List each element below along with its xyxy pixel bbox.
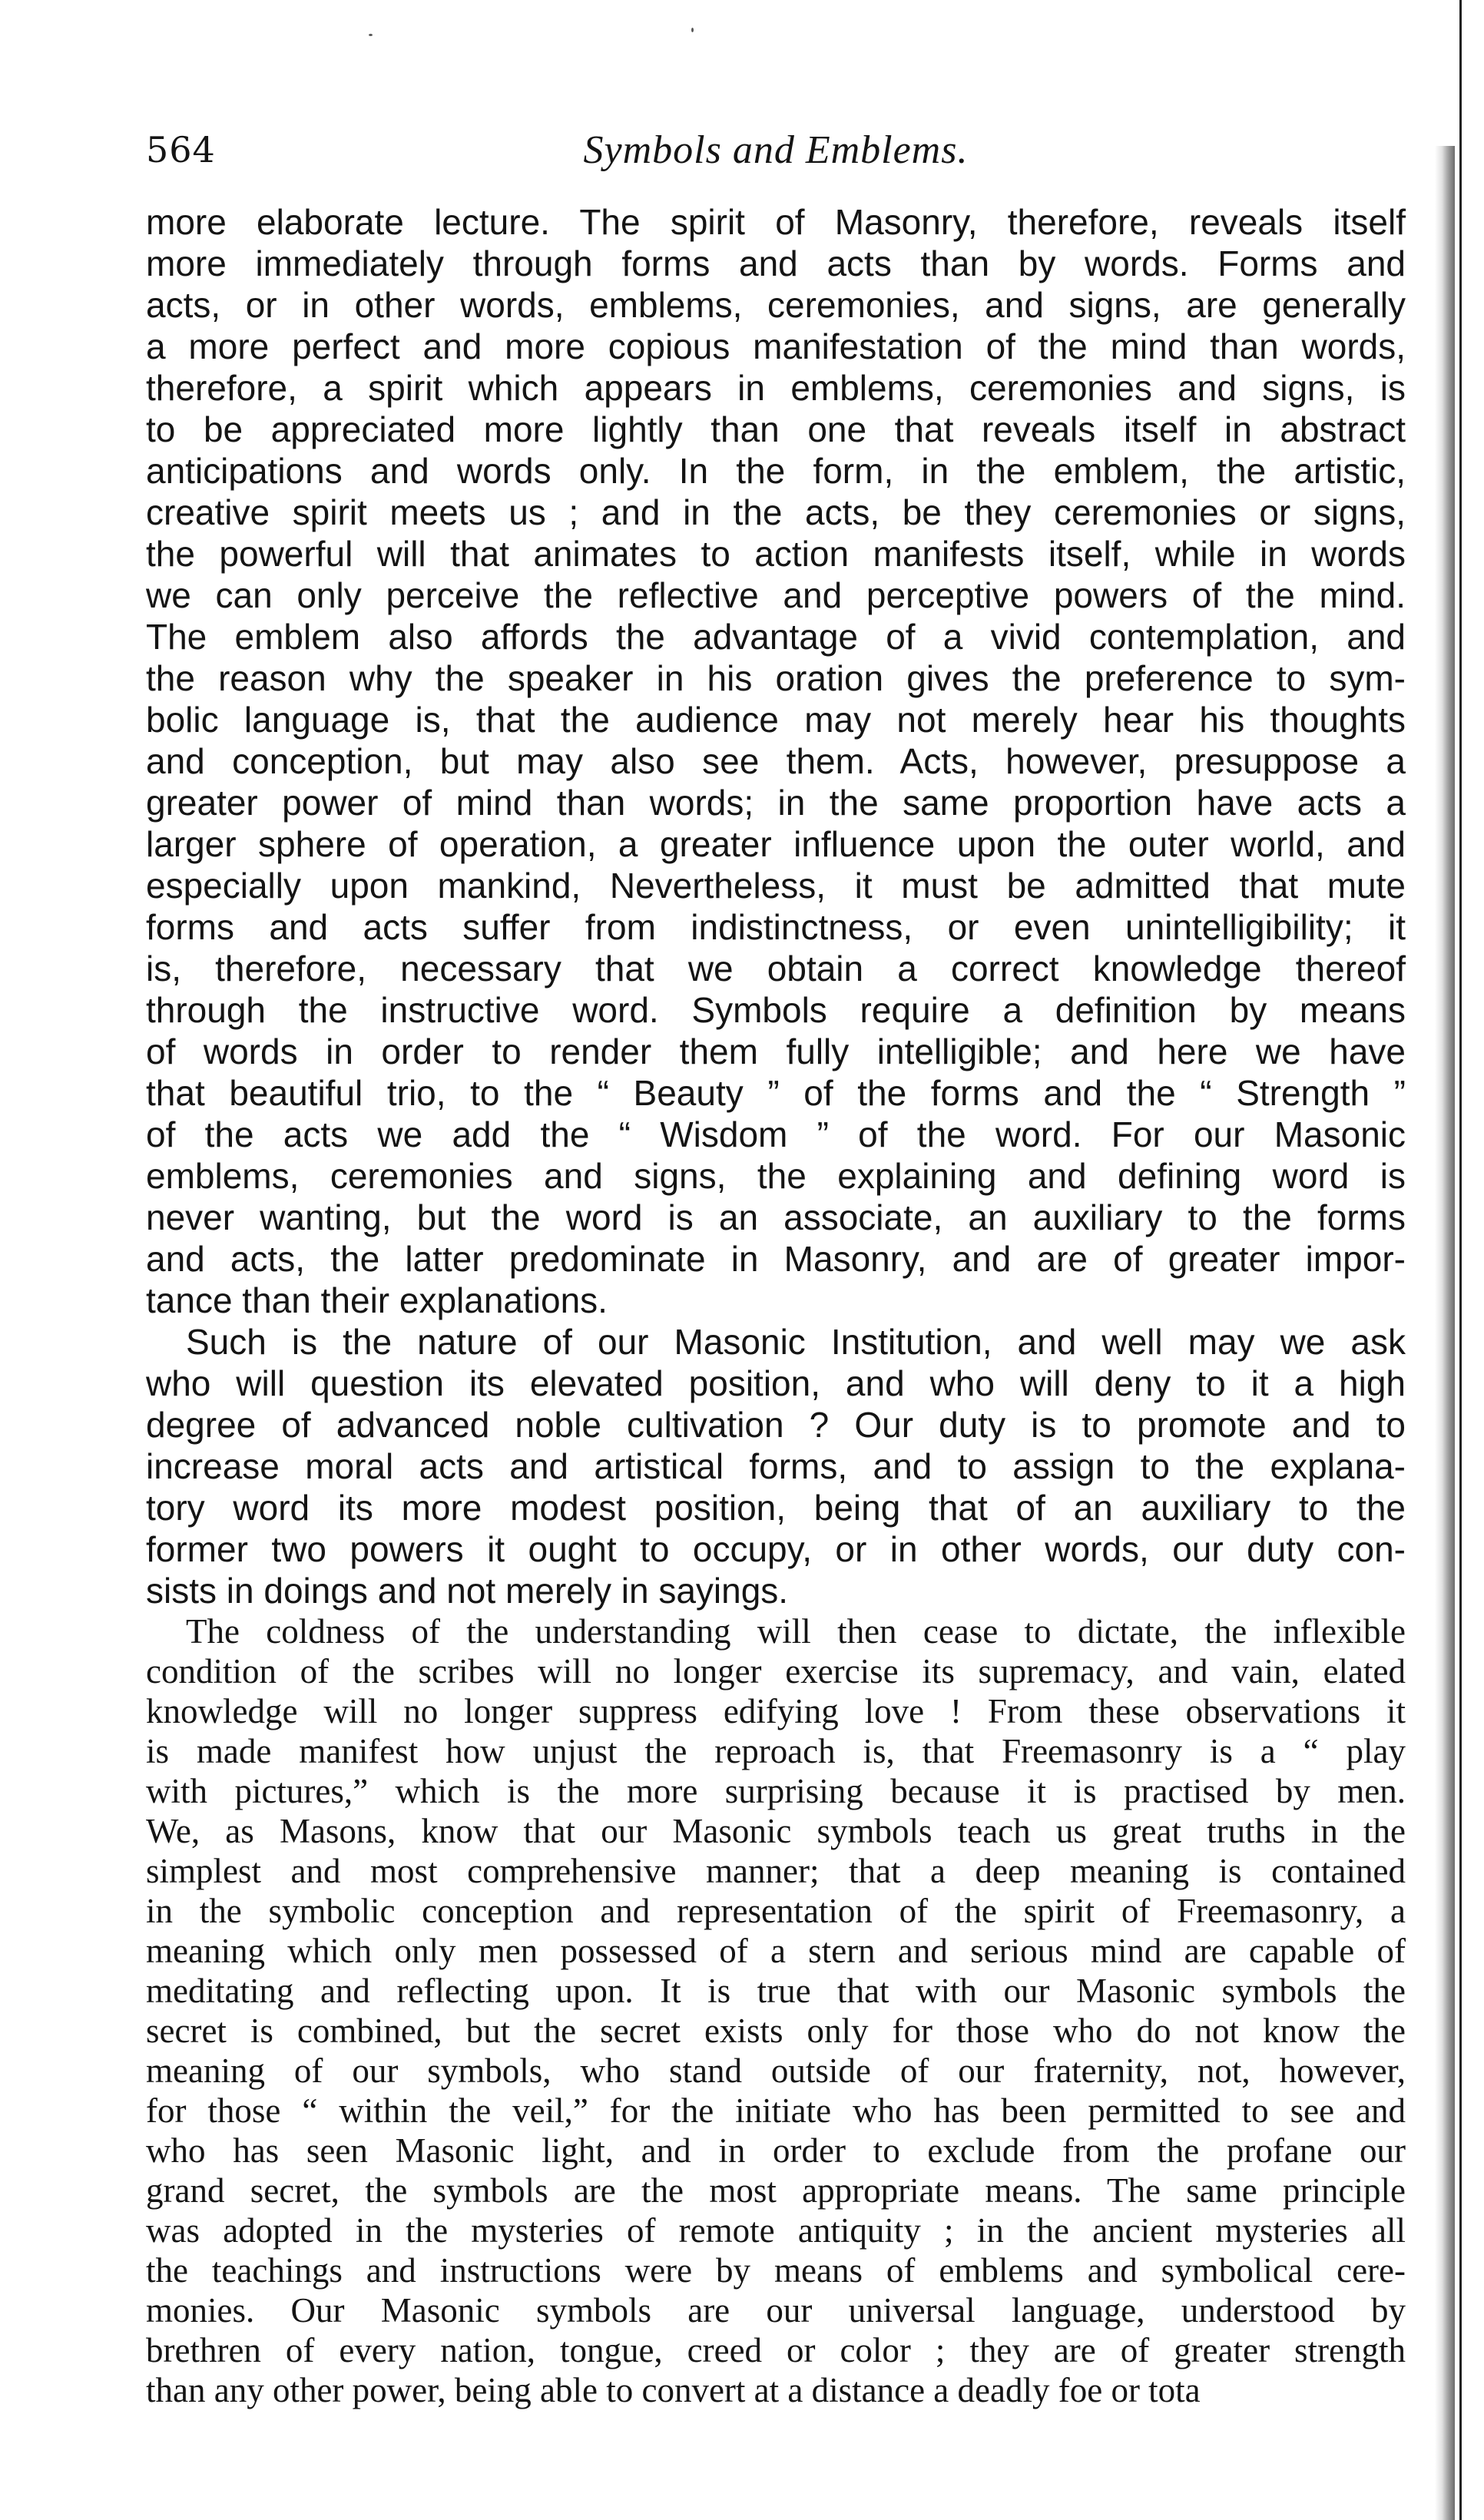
text-line: grand secret, the symbols are the most appropriate means. The same principle — [146, 2171, 1406, 2210]
text-line: than any other power, being able to convert at a distance a deadly foe or tota — [146, 2371, 1201, 2409]
text-line: therefore, a spirit which appears in emblems, ceremonies and signs, is — [146, 368, 1406, 408]
running-title: Symbols and Emblems. — [583, 128, 969, 172]
text-line: anticipations and words only. In the form, in the emblem, the artistic, — [146, 451, 1406, 491]
text-line: the reason why the speaker in his oration gives the preference to sym- — [146, 658, 1406, 698]
text-line: a more perfect and more copious manifestation of the mind than words, — [146, 326, 1406, 366]
text-line: for those “ within the veil,” for the initiate who has been permitted to see and — [146, 2091, 1406, 2130]
text-line: was adopted in the mysteries of remote antiquity ; in the ancient mysteries all — [146, 2211, 1406, 2250]
paragraph — [146, 1321, 1406, 1611]
paragraph — [146, 201, 1406, 1321]
text-line: increase moral acts and artistical forms, and to assign to the explana- — [146, 1446, 1406, 1486]
text-line: through the instructive word. Symbols require a definition by means — [146, 990, 1406, 1030]
text-line: monies. Our Masonic symbols are our universal language, understood by — [146, 2291, 1406, 2330]
text-line: degree of advanced noble cultivation ? Our duty is to promote and to — [146, 1405, 1406, 1445]
text-line: that beautiful trio, to the “ Beauty ” of the forms and the “ Strength ” — [146, 1073, 1406, 1113]
text-line: the teachings and instructions were by means of emblems and symbolical cere- — [146, 2251, 1406, 2290]
text-line: greater power of mind than words; in the same proportion have acts a — [146, 783, 1406, 823]
text-line: we can only perceive the reflective and perceptive powers of the mind. — [146, 575, 1406, 615]
text-line: secret is combined, but the secret exists only for those who do not know the — [146, 2012, 1406, 2050]
text-line: simplest and most comprehensive manner; that a deep meaning is contained — [146, 1852, 1406, 1890]
text-line: meditating and reflecting upon. It is true that with our Masonic symbols the — [146, 1972, 1406, 2010]
text-line: who has seen Masonic light, and in order to exclude from the profane our — [146, 2131, 1406, 2170]
text-line: The coldness of the understanding will then cease to dictate, the inflexible — [186, 1612, 1406, 1651]
text-line: more immediately through forms and acts than by words. Forms and — [146, 243, 1406, 283]
text-line: the powerful will that animates to action manifests itself, while in words — [146, 534, 1406, 574]
text-line: tance than their explanations. — [146, 1280, 608, 1320]
text-line: more elaborate lecture. The spirit of Masonry, therefore, reveals itself — [146, 202, 1406, 242]
text-line: and acts, the latter predominate in Masonry, and are of greater impor- — [146, 1239, 1406, 1279]
page-header — [146, 123, 1406, 192]
page-edge-shadow — [1435, 146, 1455, 2520]
text-line: who will question its elevated position, and who will deny to it a high — [146, 1363, 1406, 1403]
text-line: and conception, but may also see them. Acts, however, presuppose a — [146, 741, 1406, 781]
text-line: condition of the scribes will no longer exercise its supremacy, and vain, elated — [146, 1652, 1406, 1690]
text-line: The emblem also affords the advantage of a vivid contemplation, and — [146, 617, 1406, 657]
text-line: sists in doings and not merely in sayings. — [146, 1571, 789, 1611]
text-line: is made manifest how unjust the reproach is, that Freemasonry is a “ play — [146, 1732, 1406, 1770]
text-line: emblems, ceremonies and signs, the explaining and defining word is — [146, 1156, 1406, 1196]
text-line: especially upon mankind, Nevertheless, it must be admitted that mute — [146, 866, 1406, 906]
text-line: acts, or in other words, emblems, ceremonies, and signs, are generally — [146, 285, 1406, 325]
text-line: brethren of every nation, tongue, creed or color ; they are of greater strength — [146, 2331, 1406, 2369]
page-number: 564 — [146, 129, 216, 171]
ink-speck — [369, 34, 373, 36]
text-line: forms and acts suffer from indistinctness, or even unintelligibility; it — [146, 907, 1406, 947]
body-text — [146, 201, 1406, 2410]
text-line: in the symbolic conception and representation of the spirit of Freemasonry, a — [146, 1892, 1406, 1930]
text-line: to be appreciated more lightly than one that reveals itself in abstract — [146, 409, 1406, 449]
text-line: never wanting, but the word is an associate, an auxiliary to the forms — [146, 1197, 1406, 1237]
text-line: meaning which only men possessed of a stern and serious mind are capable of — [146, 1932, 1406, 1970]
text-line: meaning of our symbols, who stand outside of our fraternity, not, however, — [146, 2051, 1406, 2090]
text-line: of words in order to render them fully intelligible; and here we have — [146, 1032, 1406, 1071]
page-edge-line — [1459, 0, 1462, 2520]
text-line: knowledge will no longer suppress edifying love ! From these observations it — [146, 1692, 1406, 1730]
paragraph — [146, 1611, 1406, 2410]
text-line: We, as Masons, know that our Masonic symbols teach us great truths in the — [146, 1812, 1406, 1850]
text-line: is, therefore, necessary that we obtain a correct knowledge thereof — [146, 949, 1406, 988]
text-line: tory word its more modest position, being that of an auxiliary to the — [146, 1488, 1406, 1528]
text-line: of the acts we add the “ Wisdom ” of the word. For our Masonic — [146, 1114, 1406, 1154]
text-line: creative spirit meets us ; and in the acts, be they ceremonies or signs, — [146, 492, 1406, 532]
text-line: Such is the nature of our Masonic Institution, and well may we ask — [186, 1322, 1406, 1362]
text-line: former two powers it ought to occupy, or in other words, our duty con- — [146, 1529, 1406, 1569]
text-line: larger sphere of operation, a greater influence upon the outer world, and — [146, 824, 1406, 864]
text-line: bolic language is, that the audience may not merely hear his thoughts — [146, 700, 1406, 740]
ink-speck — [691, 28, 694, 32]
text-line: with pictures,” which is the more surprising because it is practised by men. — [146, 1772, 1406, 1810]
